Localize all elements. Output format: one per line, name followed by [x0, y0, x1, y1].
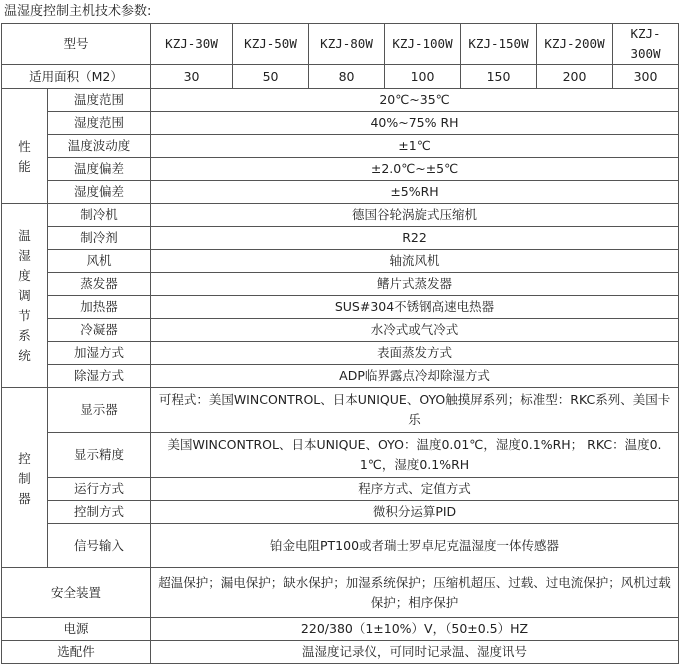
row-value: R22 — [151, 227, 679, 250]
row-value: ±1℃ — [151, 135, 679, 158]
row-label: 除湿方式 — [48, 365, 151, 388]
row-label: 温度波动度 — [48, 135, 151, 158]
table-row — [2, 204, 679, 227]
row-value: 美国WINCONTROL、日本UNIQUE、OYO：温度0.01℃，湿度0.1%RH； RKC：温度0. 1℃，湿度0.1%RH — [151, 433, 679, 478]
area-label: 适用面积（M2） — [2, 65, 151, 89]
table-row — [2, 568, 679, 618]
row-value: 铂金电阻PT100或者瑞士罗卓尼克温湿度一体传感器 — [151, 524, 679, 568]
table-row — [2, 181, 679, 204]
group-controller: 控 制 器 — [2, 388, 48, 568]
row-value: 德国谷轮涡旋式压缩机 — [151, 204, 679, 227]
area-cell: 30 — [151, 65, 233, 89]
row-value: ±2.0℃~±5℃ — [151, 158, 679, 181]
area-cell: 100 — [385, 65, 461, 89]
row-label: 湿度偏差 — [48, 181, 151, 204]
table-row — [2, 89, 679, 112]
row-label: 电源 — [2, 618, 151, 641]
area-cell: 150 — [461, 65, 537, 89]
row-value: 轴流风机 — [151, 250, 679, 273]
row-value: 220/380（1±10%）V，（50±0.5）HZ — [151, 618, 679, 641]
row-label: 显示器 — [48, 388, 151, 433]
model-cell: KZJ-80W — [309, 24, 385, 65]
model-label: 型号 — [2, 24, 151, 65]
row-label: 蒸发器 — [48, 273, 151, 296]
group-system: 温 湿 度 调 节 系 统 — [2, 204, 48, 388]
area-cell: 50 — [233, 65, 309, 89]
table-row — [2, 478, 679, 501]
row-label: 运行方式 — [48, 478, 151, 501]
model-cell: KZJ-100W — [385, 24, 461, 65]
model-cell: KZJ-200W — [537, 24, 613, 65]
model-cell: KZJ-50W — [233, 24, 309, 65]
row-label: 控制方式 — [48, 501, 151, 524]
area-cell: 200 — [537, 65, 613, 89]
row-value: 鳍片式蒸发器 — [151, 273, 679, 296]
table-row — [2, 158, 679, 181]
row-value: SUS#304不锈钢高速电热器 — [151, 296, 679, 319]
row-label: 显示精度 — [48, 433, 151, 478]
spec-table — [1, 23, 679, 664]
row-label: 加湿方式 — [48, 342, 151, 365]
row-label: 风机 — [48, 250, 151, 273]
row-value: 超温保护；漏电保护；缺水保护；加湿系统保护；压缩机超压、过载、过电流保护；风机过载保护；相序保护 — [151, 568, 679, 618]
table-row — [2, 342, 679, 365]
group-performance: 性 能 — [2, 89, 48, 204]
table-row — [2, 135, 679, 158]
row-value: 程序方式、定值方式 — [151, 478, 679, 501]
row-label: 制冷剂 — [48, 227, 151, 250]
row-value: 微积分运算PID — [151, 501, 679, 524]
row-value: 20℃~35℃ — [151, 89, 679, 112]
row-value: 可程式：美国WINCONTROL、日本UNIQUE、OYO触摸屏系列；标准型：RKC系列、美国卡乐 — [151, 388, 679, 433]
row-label: 温度偏差 — [48, 158, 151, 181]
row-value: 水冷式或气冷式 — [151, 319, 679, 342]
table-row — [2, 524, 679, 568]
row-value: 表面蒸发方式 — [151, 342, 679, 365]
table-row — [2, 250, 679, 273]
table-row — [2, 227, 679, 250]
row-value: ADP临界露点冷却除湿方式 — [151, 365, 679, 388]
row-label: 信号输入 — [48, 524, 151, 568]
table-row — [2, 433, 679, 478]
header-row — [2, 24, 679, 65]
table-row — [2, 112, 679, 135]
table-row — [2, 296, 679, 319]
row-label: 冷凝器 — [48, 319, 151, 342]
model-cell: KZJ-150W — [461, 24, 537, 65]
area-row — [2, 65, 679, 89]
area-cell: 300 — [613, 65, 679, 89]
area-cell: 80 — [309, 65, 385, 89]
row-label: 制冷机 — [48, 204, 151, 227]
row-value: 40%~75% RH — [151, 112, 679, 135]
table-caption: 温湿度控制主机技术参数: — [4, 4, 152, 19]
row-value: 温湿度记录仪，可同时记录温、湿度讯号 — [151, 641, 679, 664]
row-label: 湿度范围 — [48, 112, 151, 135]
table-row — [2, 501, 679, 524]
row-label: 安全装置 — [2, 568, 151, 618]
table-row — [2, 273, 679, 296]
table-row — [2, 618, 679, 641]
row-label: 选配件 — [2, 641, 151, 664]
row-value: ±5%RH — [151, 181, 679, 204]
table-row — [2, 388, 679, 433]
row-label: 加热器 — [48, 296, 151, 319]
table-row — [2, 319, 679, 342]
model-cell: KZJ-30W — [151, 24, 233, 65]
model-cell: KZJ-300W — [613, 24, 679, 65]
table-row — [2, 365, 679, 388]
row-label: 温度范围 — [48, 89, 151, 112]
